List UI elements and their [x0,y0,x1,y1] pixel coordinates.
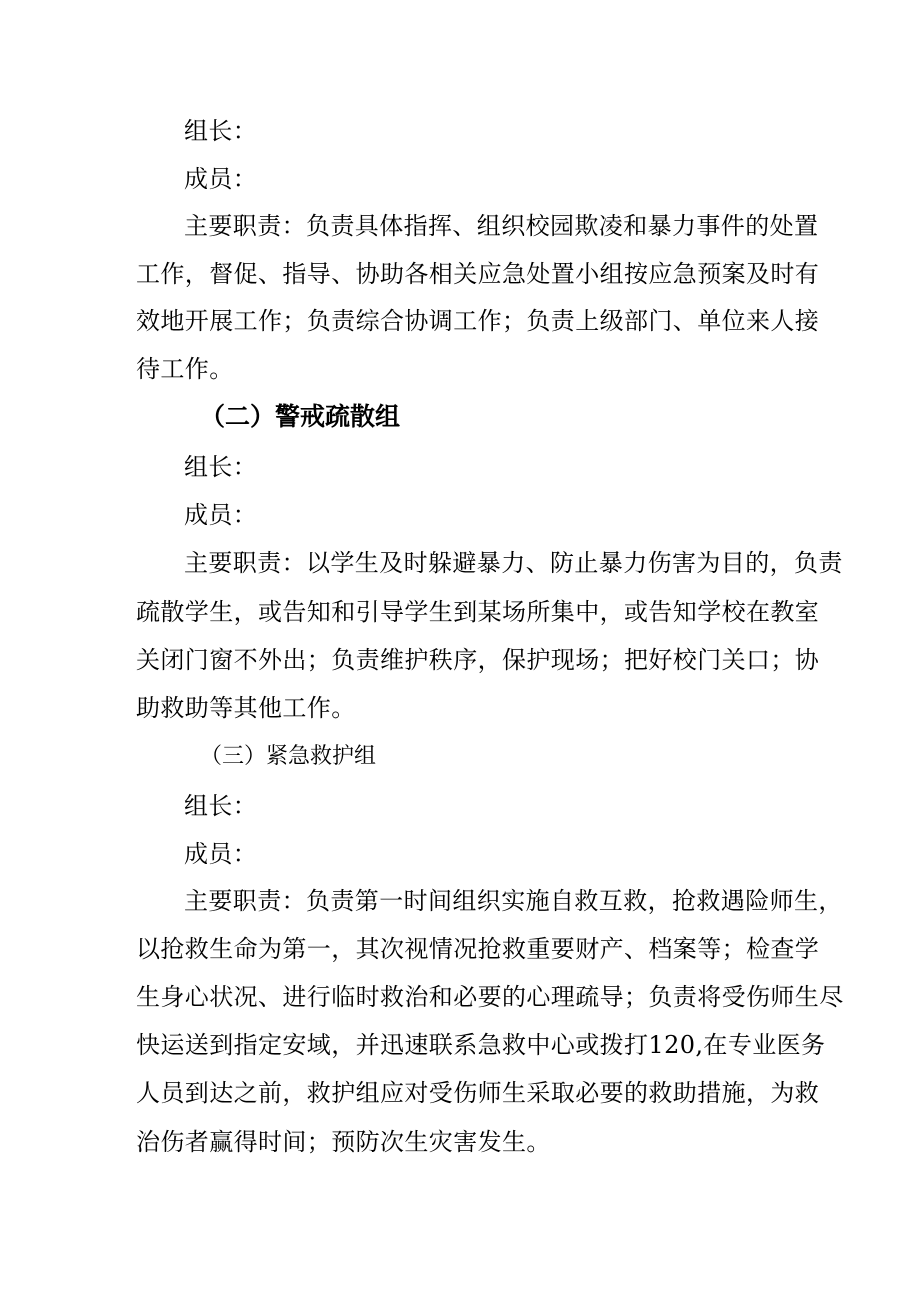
section3-duties-line-2: 以抢救生命为第一，其次视情况抢救重要财产、档案等；检查学 [136,935,820,963]
section3-duties-line-1: 主要职责：负责第一时间组织实施自救互救，抢救遇险师生， [184,887,843,915]
section1-members: 成员： [184,165,258,193]
section1-duties-line-1: 主要职责：负责具体指挥、组织校园欺凌和暴力事件的处置 [184,212,819,240]
section2-leader: 组长： [184,453,258,481]
section1-leader: 组长： [184,117,258,145]
section2-heading: （二）警戒疏散组 [200,402,401,431]
section1-duties-line-3: 效地开展工作；负责综合协调工作；负责上级部门、单位来人接 [136,307,820,335]
section2-duties-line-2: 疏散学生，或告知和引导学生到某场所集中，或告知学校在教室 [136,598,820,626]
section2-duties-line-4: 助救助等其他工作。 [136,694,356,722]
section2-duties-line-1: 主要职责：以学生及时躲避暴力、防止暴力伤害为目的，负责 [184,549,843,577]
section2-duties-line-3: 关闭门窗不外出；负责维护秩序，保护现场；把好校门关口；协 [136,646,820,674]
section3-duties-line-6: 治伤者赢得时间；预防次生灾害发生。 [136,1128,551,1156]
section1-duties-line-2: 工作，督促、指导、协助各相关应急处置小组按应急预案及时有 [136,260,820,288]
section3-members: 成员： [184,840,258,868]
section3-duties-line-4: 快运送到指定安域，并迅速联系急救中心或拨打120,在专业医务 [136,1031,826,1059]
section1-duties-line-4: 待工作。 [136,355,234,383]
section2-members: 成员： [184,501,258,529]
section3-duties-line-5: 人员到达之前，救护组应对受伤师生采取必要的救助措施，为救 [136,1079,820,1107]
section3-heading: （三）紧急救护组 [200,744,377,769]
section3-leader: 组长： [184,792,258,820]
section3-duties-line-3: 生身心状况、进行临时救治和必要的心理疏导；负责将受伤师生尽 [136,983,844,1011]
